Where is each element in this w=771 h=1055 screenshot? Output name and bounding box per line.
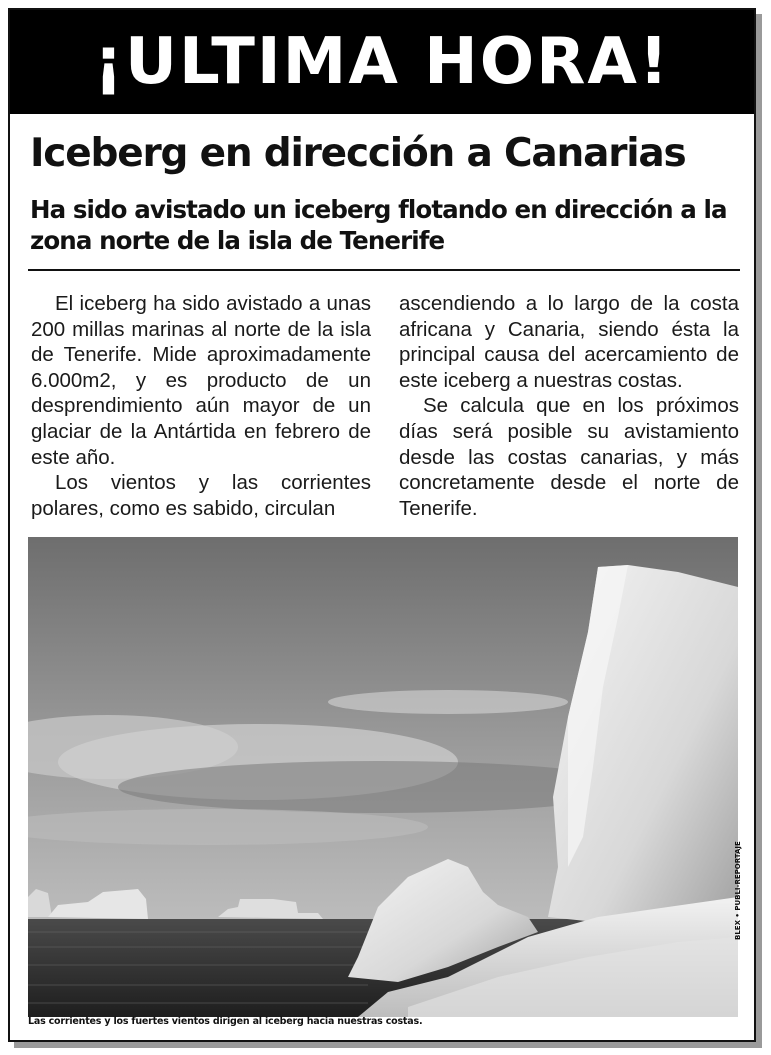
breaking-news-banner (10, 10, 754, 114)
iceberg-photo (28, 537, 738, 1017)
newspaper-page (8, 8, 756, 1042)
photo-caption: Las corrientes y los fuertes vientos dirigen al iceberg hacia nuestras costas. (28, 1016, 423, 1027)
banner-text: ¡ULTIMA HORA! (93, 25, 671, 99)
paragraph: Los vientos y las corrientes polares, como es sabido, circulan (31, 471, 371, 520)
paragraph: Se calcula que en los próximos días será posible su avistamiento desde las costas canarias, y más concretamente desde el norte de Tenerife. (399, 394, 739, 520)
paragraph: El iceberg ha sido avistado a unas 200 millas marinas al norte de la isla de Tenerife. Mide aproximadamente 6.000m2, y es producto de un desprendimiento aún mayor de un glaciar de la Antártida en febrero de este año. (31, 292, 371, 469)
article-column-left (31, 291, 371, 521)
headline: Iceberg en dirección a Canarias (30, 131, 686, 176)
article-column-right (399, 291, 739, 521)
photo-credit: BLEX • PUBLI-REPORTAJE (734, 841, 742, 940)
headline-divider (28, 269, 740, 271)
subheadline: Ha sido avistado un iceberg flotando en dirección a la zona norte de la isla de Tenerife (30, 195, 727, 255)
paragraph: ascendiendo a lo largo de la costa africana y Canaria, siendo ésta la principal causa del acercamiento de este iceberg a nuestras costas. (399, 292, 739, 392)
iceberg-photo-illustration (28, 537, 738, 1017)
